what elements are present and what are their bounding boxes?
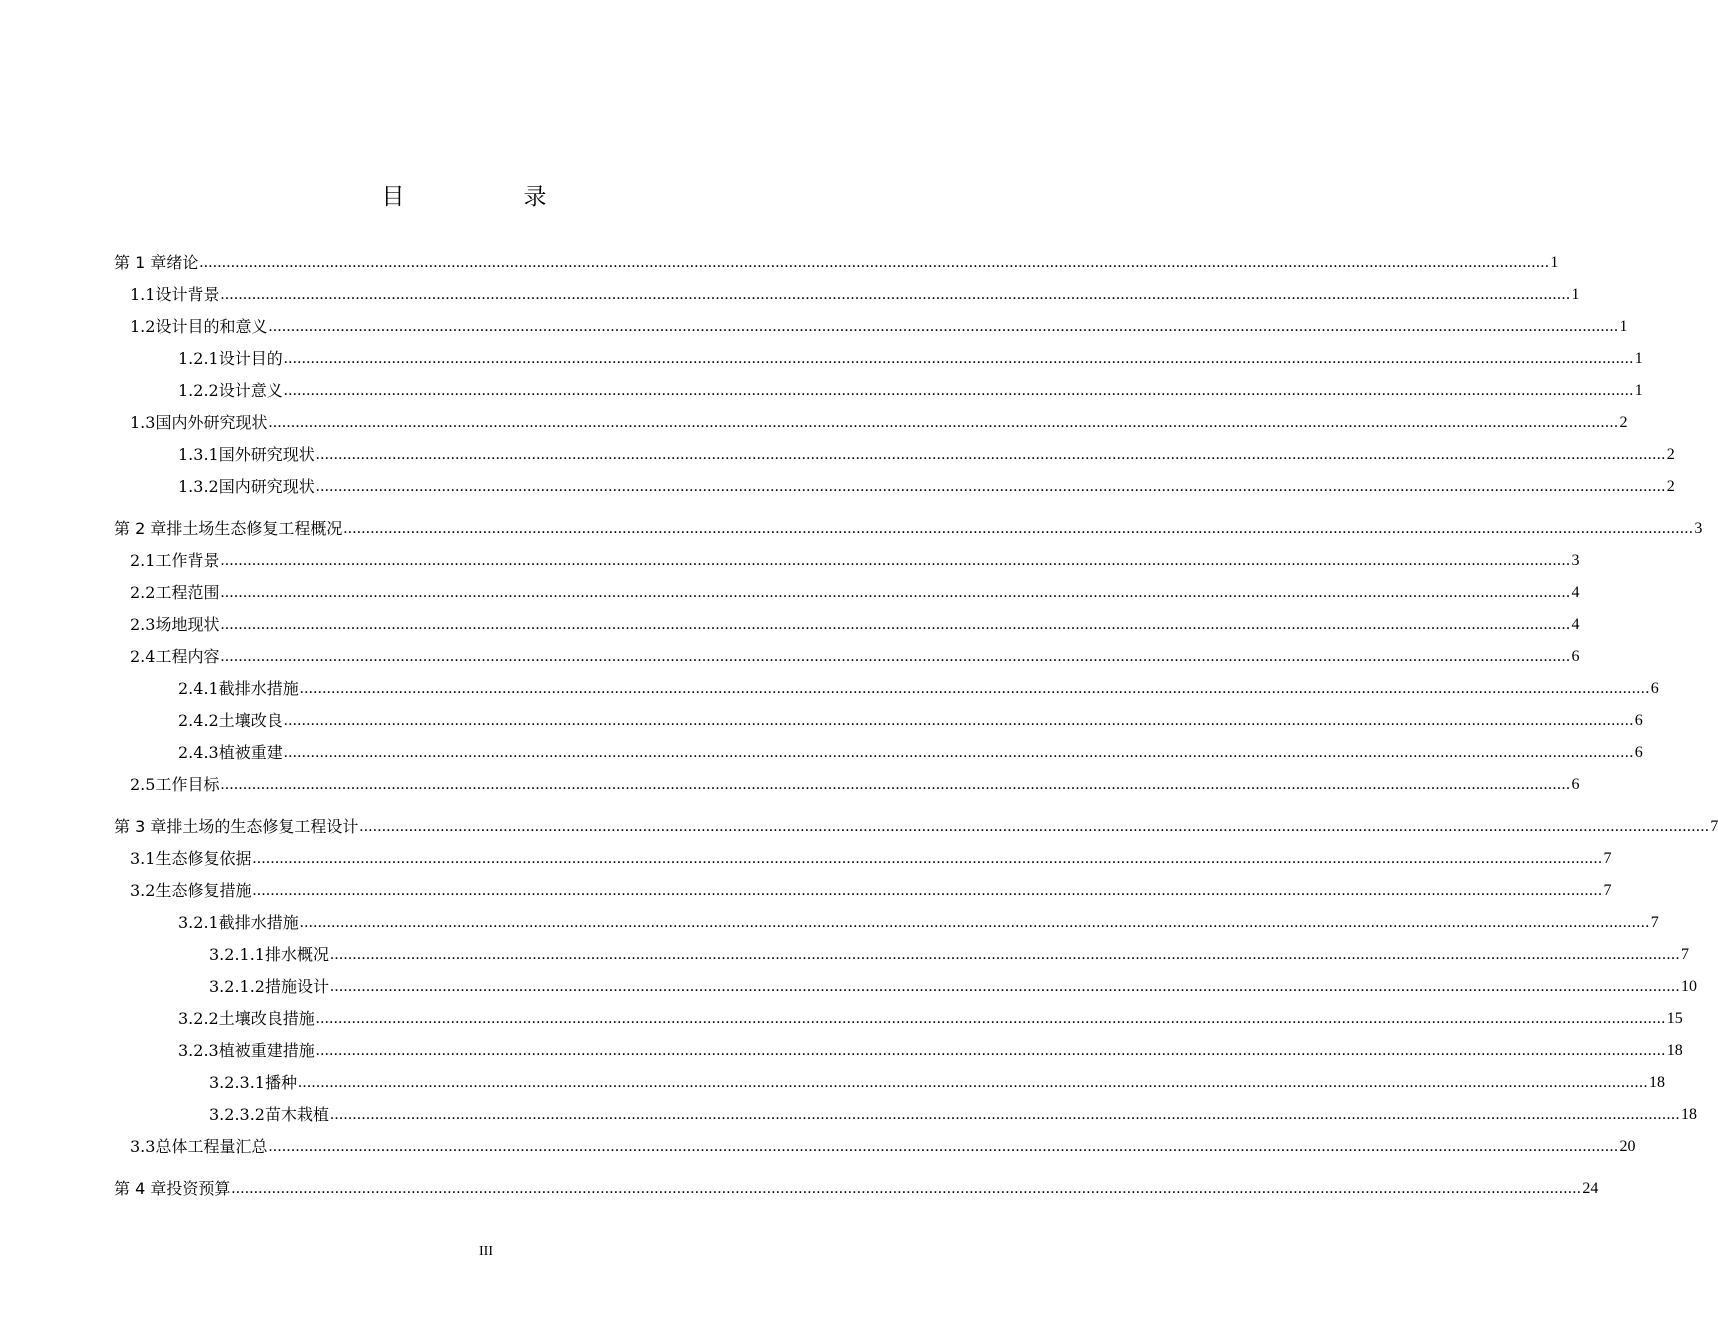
toc-entry-title: 排土场生态修复工程概况: [166, 519, 343, 538]
toc-entry-page: 3: [1571, 552, 1580, 569]
toc-section-entry[interactable]: [0, 407, 1628, 433]
toc-entry-page: 20: [1619, 1138, 1636, 1155]
toc-entry-number: 1.2.2: [178, 381, 219, 400]
toc-entry-page: 1: [1634, 382, 1643, 399]
toc-entry-page: 7: [1603, 882, 1612, 899]
toc-entry-number: 3.2.2: [178, 1009, 219, 1028]
toc-section-entry[interactable]: [0, 673, 1659, 699]
toc-entry-title: 工作目标: [155, 775, 220, 794]
toc-section-entry[interactable]: [0, 1099, 1697, 1125]
toc-entry-page: 6: [1571, 648, 1580, 665]
toc-entry-page: 15: [1666, 1010, 1683, 1027]
toc-entry-number: 2.1: [130, 551, 156, 570]
toc-entry-title: 绪论: [166, 253, 199, 272]
toc-entry-page: 24: [1582, 1180, 1599, 1197]
toc-dot-leader: ............................................................................................................................................................................................................................................................................................................: [252, 882, 1603, 899]
toc-entry-page: 18: [1666, 1042, 1683, 1059]
toc-section-entry[interactable]: [0, 737, 1643, 763]
toc-entry-number: 1.3.1: [178, 445, 219, 464]
toc-entry-title: 工程范围: [155, 583, 220, 602]
toc-entry-page: 6: [1634, 712, 1643, 729]
toc-section-entry[interactable]: [0, 439, 1675, 465]
toc-dot-leader: ............................................................................................................................................................................................................................................................................................................: [268, 1138, 1619, 1155]
toc-dot-leader: ............................................................................................................................................................................................................................................................................................................: [283, 744, 1634, 761]
toc-dot-leader: ............................................................................................................................................................................................................................................................................................................: [315, 1010, 1666, 1027]
toc-dot-leader: ............................................................................................................................................................................................................................................................................................................: [220, 286, 1571, 303]
toc-entry-title: 苗木栽植: [264, 1105, 329, 1124]
toc-section-entry[interactable]: [0, 1067, 1665, 1093]
toc-section-entry[interactable]: [0, 343, 1643, 369]
toc-entry-title: 工程内容: [155, 647, 220, 666]
toc-dot-leader: ............................................................................................................................................................................................................................................................................................................: [268, 318, 1619, 335]
toc-entry-number: 3.2.1.1: [209, 945, 265, 964]
toc-section-entry[interactable]: [0, 843, 1612, 869]
toc-section-entry[interactable]: [0, 279, 1580, 305]
toc-entry-number: 3.2.3: [178, 1041, 219, 1060]
toc-section-entry[interactable]: [0, 609, 1580, 635]
toc-dot-leader: ............................................................................................................................................................................................................................................................................................................: [343, 520, 1694, 537]
toc-section-entry[interactable]: [0, 875, 1612, 901]
toc-dot-leader: ............................................................................................................................................................................................................................................................................................................: [330, 978, 1680, 995]
toc-entry-title: 设计目的: [218, 349, 283, 368]
toc-chapter-entry[interactable]: [0, 247, 1559, 273]
toc-entry-title: 植被重建措施: [218, 1041, 315, 1060]
toc-entry-title: 播种: [264, 1073, 297, 1092]
toc-dot-leader: ............................................................................................................................................................................................................................................................................................................: [283, 382, 1634, 399]
toc-section-entry[interactable]: [0, 471, 1675, 497]
toc-entry-number: 第 1 章: [114, 253, 167, 272]
toc-dot-leader: ............................................................................................................................................................................................................................................................................................................: [199, 254, 1550, 271]
toc-entry-title: 设计背景: [155, 285, 220, 304]
toc-title: 目 录: [381, 184, 595, 210]
toc-entry-number: 1.1: [130, 285, 156, 304]
toc-entry-title: 土壤改良: [218, 711, 283, 730]
toc-entry-page: 2: [1666, 446, 1675, 463]
toc-entry-title: 植被重建: [218, 743, 283, 762]
toc-entry-number: 2.4.2: [178, 711, 219, 730]
toc-section-entry[interactable]: [0, 1003, 1683, 1029]
toc-section-entry[interactable]: [0, 1131, 1636, 1157]
toc-dot-leader: ............................................................................................................................................................................................................................................................................................................: [283, 712, 1634, 729]
toc-entry-page: 1: [1550, 254, 1559, 271]
toc-entry-page: 1: [1619, 318, 1628, 335]
toc-chapter-entry[interactable]: [0, 513, 1703, 539]
toc-entry-number: 3.2.3.1: [209, 1073, 265, 1092]
toc-dot-leader: ............................................................................................................................................................................................................................................................................................................: [298, 1074, 1648, 1091]
toc-dot-leader: ............................................................................................................................................................................................................................................................................................................: [252, 850, 1603, 867]
toc-entry-number: 3.1: [130, 849, 156, 868]
toc-entry-page: 18: [1681, 1106, 1697, 1123]
toc-section-entry[interactable]: [0, 545, 1580, 571]
toc-entry-page: 4: [1571, 584, 1580, 601]
toc-entry-title: 措施设计: [264, 977, 329, 996]
toc-entry-page: 1: [1634, 350, 1643, 367]
toc-entry-page: 7: [1710, 818, 1718, 835]
toc-section-entry[interactable]: [0, 1035, 1683, 1061]
toc-entry-number: 2.4.3: [178, 743, 219, 762]
toc-entry-title: 生态修复依据: [155, 849, 252, 868]
toc-entry-title: 国内研究现状: [218, 477, 315, 496]
toc-dot-leader: ............................................................................................................................................................................................................................................................................................................: [299, 680, 1650, 697]
toc-entry-page: 2: [1619, 414, 1628, 431]
toc-section-entry[interactable]: [0, 311, 1628, 337]
toc-section-entry[interactable]: [0, 939, 1689, 965]
toc-entry-number: 第 2 章: [114, 519, 167, 538]
toc-entry-page: 6: [1571, 776, 1580, 793]
toc-entry-number: 2.5: [130, 775, 156, 794]
toc-entry-number: 2.2: [130, 583, 156, 602]
toc-section-entry[interactable]: [0, 769, 1580, 795]
toc-chapter-entry[interactable]: [0, 811, 1718, 837]
toc-entry-page: 10: [1681, 978, 1697, 995]
toc-entry-page: 4: [1571, 616, 1580, 633]
toc-entry-page: 7: [1603, 850, 1612, 867]
toc-dot-leader: ............................................................................................................................................................................................................................................................................................................: [283, 350, 1634, 367]
toc-dot-leader: ............................................................................................................................................................................................................................................................................................................: [220, 584, 1571, 601]
toc-dot-leader: ............................................................................................................................................................................................................................................................................................................: [220, 648, 1571, 665]
toc-entry-title: 截排水措施: [218, 913, 299, 932]
toc-entry-page: 6: [1634, 744, 1643, 761]
toc-entry-page: 1: [1571, 286, 1580, 303]
toc-dot-leader: ............................................................................................................................................................................................................................................................................................................: [220, 776, 1571, 793]
toc-entry-page: 3: [1694, 520, 1703, 537]
toc-entry-page: 2: [1666, 478, 1675, 495]
toc-entry-page: 7: [1650, 914, 1659, 931]
page-number-footer: III: [479, 1244, 493, 1259]
toc-section-entry[interactable]: [0, 907, 1659, 933]
toc-dot-leader: ............................................................................................................................................................................................................................................................................................................: [330, 946, 1680, 963]
toc-entry-title: 生态修复措施: [155, 881, 252, 900]
toc-section-entry[interactable]: [0, 375, 1643, 401]
toc-entry-number: 1.3.2: [178, 477, 219, 496]
toc-entry-number: 3.2.1: [178, 913, 219, 932]
toc-entry-title: 投资预算: [166, 1179, 231, 1198]
toc-entry-number: 3.2.3.2: [209, 1105, 265, 1124]
toc-entry-number: 2.4: [130, 647, 156, 666]
toc-dot-leader: ............................................................................................................................................................................................................................................................................................................: [299, 914, 1650, 931]
toc-entry-title: 场地现状: [155, 615, 220, 634]
toc-dot-leader: ............................................................................................................................................................................................................................................................................................................: [359, 818, 1710, 835]
toc-dot-leader: ............................................................................................................................................................................................................................................................................................................: [231, 1180, 1582, 1197]
toc-dot-leader: ............................................................................................................................................................................................................................................................................................................: [268, 414, 1619, 431]
toc-entry-number: 2.3: [130, 615, 156, 634]
toc-section-entry[interactable]: [0, 971, 1697, 997]
toc-entry-title: 国内外研究现状: [155, 413, 268, 432]
toc-entry-page: 18: [1649, 1074, 1665, 1091]
toc-chapter-entry[interactable]: [0, 1173, 1599, 1199]
toc-section-entry[interactable]: [0, 577, 1580, 603]
toc-entry-number: 3.2: [130, 881, 156, 900]
toc-entry-number: 1.2: [130, 317, 156, 336]
toc-dot-leader: ............................................................................................................................................................................................................................................................................................................: [330, 1106, 1680, 1123]
toc-entry-title: 截排水措施: [218, 679, 299, 698]
toc-dot-leader: ............................................................................................................................................................................................................................................................................................................: [220, 616, 1571, 633]
toc-dot-leader: ............................................................................................................................................................................................................................................................................................................: [315, 1042, 1666, 1059]
toc-entry-number: 2.4.1: [178, 679, 219, 698]
toc-entry-page: 7: [1681, 946, 1689, 963]
toc-entry-title: 设计目的和意义: [155, 317, 268, 336]
toc-section-entry[interactable]: [0, 705, 1643, 731]
toc-entry-title: 总体工程量汇总: [155, 1137, 268, 1156]
toc-entry-title: 国外研究现状: [218, 445, 315, 464]
toc-entry-number: 第 4 章: [114, 1179, 167, 1198]
toc-entry-number: 3.2.1.2: [209, 977, 265, 996]
toc-dot-leader: ............................................................................................................................................................................................................................................................................................................: [220, 552, 1571, 569]
toc-entry-title: 排土场的生态修复工程设计: [166, 817, 359, 836]
toc-entry-number: 1.3: [130, 413, 156, 432]
toc-entry-title: 工作背景: [155, 551, 220, 570]
toc-dot-leader: ............................................................................................................................................................................................................................................................................................................: [315, 446, 1666, 463]
toc-entry-number: 1.2.1: [178, 349, 219, 368]
toc-dot-leader: ............................................................................................................................................................................................................................................................................................................: [315, 478, 1666, 495]
toc-entry-number: 3.3: [130, 1137, 156, 1156]
toc-entry-title: 土壤改良措施: [218, 1009, 315, 1028]
toc-entry-page: 6: [1650, 680, 1659, 697]
toc-entry-title: 排水概况: [264, 945, 329, 964]
toc-section-entry[interactable]: [0, 641, 1580, 667]
toc-entry-number: 第 3 章: [114, 817, 167, 836]
toc-entry-title: 设计意义: [218, 381, 283, 400]
